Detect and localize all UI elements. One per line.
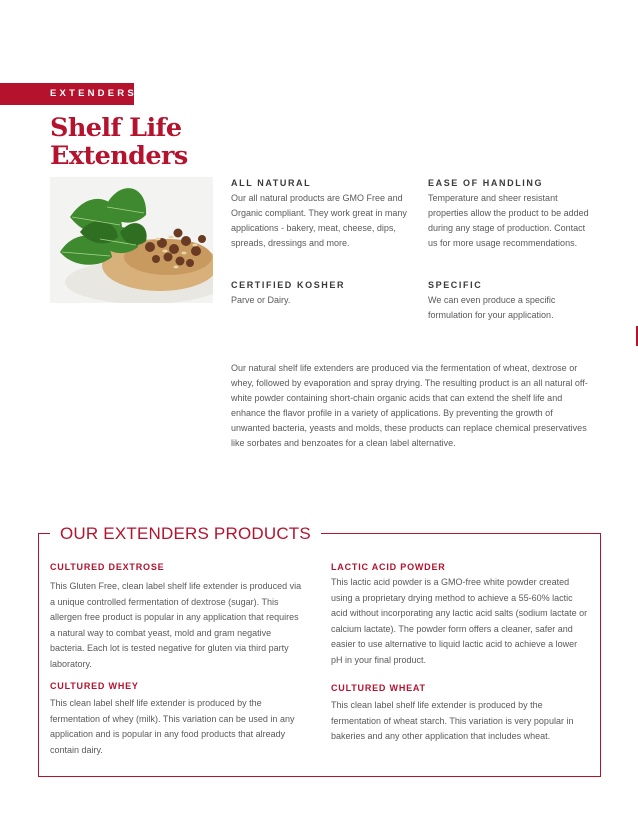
product-name: CULTURED WHEAT xyxy=(331,683,426,693)
page-title-line-1: Shelf Life xyxy=(50,113,182,143)
product-name: LACTIC ACID POWDER xyxy=(331,562,446,572)
page-title-line-2: Extenders xyxy=(50,141,188,171)
feature-text: Temperature and sheer resistant properties allow the product to be added during any stage of production. Contact us for more usage recommendations. xyxy=(428,193,589,248)
page-title xyxy=(50,114,188,170)
intro-paragraph: Our natural shelf life extenders are produced via the fermentation of wheat, dextrose or whey, followed by evaporation and spray drying. The resulting product is an all natural off-white powder containing short-chain organic acids that can extend the shelf life and enhance the flavor profile in a variety of applications. By preventing the growth of unwanted bacteria, yeasts and molds, these products can replace chemical preservatives like sorbates and benzoates for a clean label alternative. xyxy=(231,363,588,448)
product-name: CULTURED DEXTROSE xyxy=(50,562,165,572)
product-description: This clean label shelf life extender is produced by the fermentation of whey (milk). This variation can be used in any application and is popular in any food products that already contain dairy. xyxy=(50,698,295,755)
feature-text: Parve or Dairy. xyxy=(231,295,291,305)
food-photo-illustration xyxy=(50,177,213,303)
product-description: This clean label shelf life extender is produced by the fermentation of wheat starch. This variation is very popular in bakeries and any other application that includes wheat. xyxy=(331,700,574,741)
products-heading: OUR EXTENDERS PRODUCTS xyxy=(50,523,321,545)
product-description: This Gluten Free, clean label shelf life extender is produced via a unique controlled fermentation of dextrose (sugar). This allergen free product is popular in any application that requires a natural way to combat yeast, mold and gram negative bacteria. Each lot is tested negative for gluten via third party laboratory. xyxy=(50,581,302,669)
product-cultured-whey xyxy=(50,680,302,758)
feature-heading: ALL NATURAL xyxy=(231,178,312,188)
feature-heading: CERTIFIED KOSHER xyxy=(231,280,346,290)
feature-ease-of-handling xyxy=(428,177,596,251)
feature-all-natural xyxy=(231,177,409,251)
feature-certified-kosher xyxy=(231,279,409,308)
product-lactic-acid-powder xyxy=(331,561,591,668)
product-description: This lactic acid powder is a GMO-free white powder created using a proprietary drying method to achieve a 55-60% lactic acid without incorporating any lactic acid salts (sodium lactate or calcium lactate). The powder form offers a cleaner, safer and easier to use alternative to liquid lactic acid to achieve a lower pH in your final product. xyxy=(331,577,588,665)
feature-text: Our all natural products are GMO Free and Organic compliant. They work great in many applications - bakery, meat, cheese, dips, spreads, dressings and more. xyxy=(231,193,407,248)
feature-text: We can even produce a specific formulation for your application. xyxy=(428,295,556,320)
feature-heading: EASE OF HANDLING xyxy=(428,178,544,188)
food-photo xyxy=(50,177,213,303)
product-cultured-dextrose xyxy=(50,561,302,672)
feature-heading: SPECIFIC xyxy=(428,280,483,290)
feature-specific xyxy=(428,279,578,323)
section-tab: EXTENDERS xyxy=(0,83,134,105)
product-cultured-wheat xyxy=(331,682,587,745)
product-name: CULTURED WHEY xyxy=(50,681,139,691)
